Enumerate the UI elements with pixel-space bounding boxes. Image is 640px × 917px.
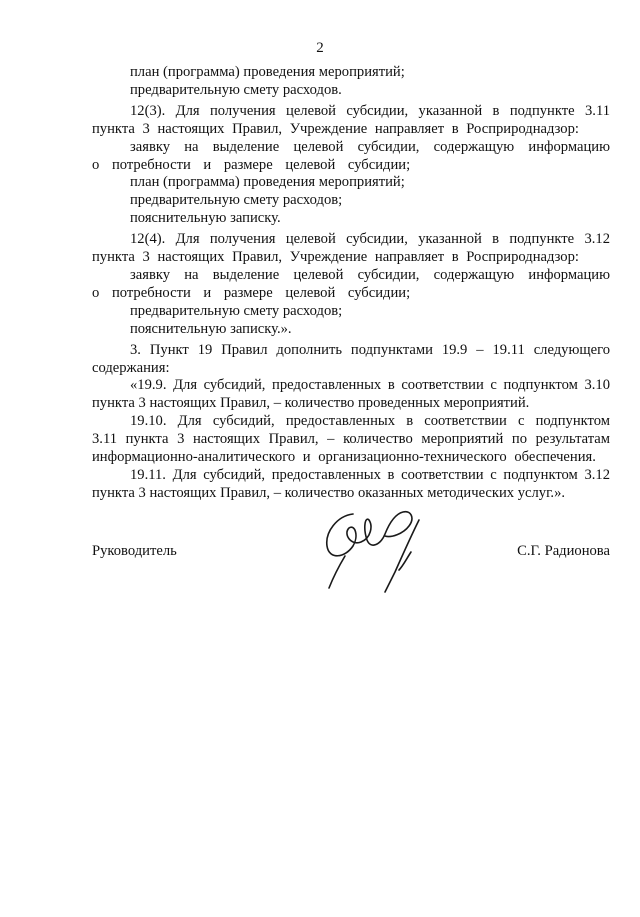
- paragraph-explanatory-note: пояснительную записку.».: [130, 320, 292, 337]
- page-number: 2: [316, 40, 324, 56]
- paragraph-19-10: 19.10. Для субсидий, предоставленных в соответствии с подпунктом 3.11 пункта 3 настоящих Правил, – количество мероприятий по результатам информационно-аналитического и организационно-технического обеспечения.: [92, 413, 610, 466]
- paragraph-application: заявку на выделение целевой субсидии, содержащую информацию о потребности и размере целевой субсидии;: [92, 266, 610, 301]
- paragraph-estimate: предварительную смету расходов;: [130, 192, 343, 209]
- paragraph-plan: план (программа) проведения мероприятий;: [130, 174, 405, 191]
- signatory-name: С.Г. Радионова: [517, 543, 610, 559]
- paragraph-application: заявку на выделение целевой субсидии, содержащую информацию о потребности и размере целевой субсидии;: [92, 138, 610, 173]
- signature-block: [92, 543, 610, 563]
- paragraph-plan: план (программа) проведения мероприятий;: [130, 64, 405, 80]
- paragraph-12-3: 12(3). Для получения целевой субсидии, указанной в подпункте 3.11 пункта 3 настоящих Правил, Учреждение направляет в Росприроднадзор:: [92, 102, 610, 137]
- paragraph-estimate: предварительную смету расходов.: [130, 81, 342, 98]
- paragraph-explanatory-note: пояснительную записку.: [130, 210, 281, 227]
- paragraph-estimate: предварительную смету расходов;: [130, 302, 343, 319]
- paragraph-19-11: 19.11. Для субсидий, предоставленных в соответствии с подпунктом 3.12 пункта 3 настоящих Правил, – количество оказанных методических услуг.».: [92, 466, 610, 501]
- document-body: [92, 64, 610, 503]
- paragraph-item-3: 3. Пункт 19 Правил дополнить подпунктами 19.9 – 19.11 следующего содержания:: [92, 341, 610, 376]
- paragraph-12-4: 12(4). Для получения целевой субсидии, указанной в подпункте 3.12 пункта 3 настоящих Правил, Учреждение направляет в Росприроднадзор:: [92, 231, 610, 266]
- paragraph-19-9: «19.9. Для субсидий, предоставленных в соответствии с подпунктом 3.10 пункта 3 настоящих Правил, – количество проведенных мероприятий.: [92, 377, 610, 412]
- signatory-title: Руководитель: [92, 543, 177, 559]
